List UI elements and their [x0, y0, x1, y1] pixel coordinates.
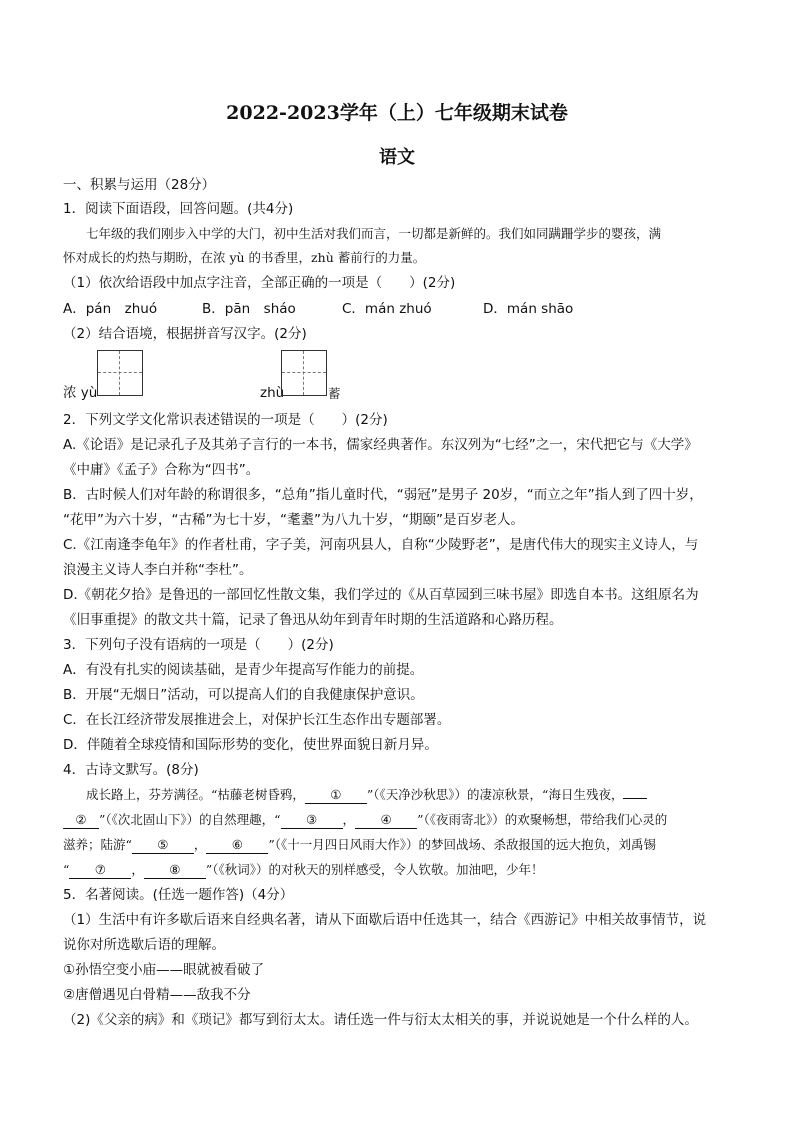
q3-option-b[interactable]: B．开展“无烟日”活动，可以提高人们的自我健康保护意识。: [63, 687, 424, 703]
blank-3[interactable]: ③: [281, 812, 343, 829]
q1-passage-line1: 七年级的我们刚步入中学的大门，初中生活对我们而言，一切都是新鲜的。我们如同蹒跚学步的婴孩，满: [86, 226, 662, 241]
q4-sep: ，: [193, 837, 207, 852]
blank-2-start[interactable]: [623, 798, 647, 799]
q4-text: ”（《秋词》）的对秋天的别样感受，令人钦敬。加油吧，少年！: [205, 862, 544, 877]
q2-option-c-line2: 浪漫主义诗人李白并称“李杜”。: [63, 562, 253, 578]
q3-option-c[interactable]: C．在长江经济带发展推进会上，对保护长江生态作出专题部署。: [63, 712, 451, 728]
q1-box2-label-pre: zhù: [260, 385, 285, 401]
q1-option-b[interactable]: B．pān sháo: [202, 301, 296, 317]
writing-box-yu[interactable]: [97, 350, 143, 396]
exam-title: 2022-2023学年（上）七年级期末试卷: [226, 102, 568, 124]
blank-2[interactable]: ②: [63, 812, 99, 829]
q1-option-c[interactable]: C．mán zhuó: [342, 301, 432, 317]
q4-text: ”（《次北固山下》）的自然理趣，“: [99, 812, 281, 827]
q3-option-a[interactable]: A．有没有扎实的阅读基础，是青少年提高写作能力的前提。: [63, 662, 424, 678]
writing-box-zhu[interactable]: [281, 350, 327, 396]
q4-line4: [63, 861, 544, 879]
q4-text: 成长路上，芬芳满径。“枯藤老树昏鸦，: [86, 787, 305, 802]
q2-option-d-line1[interactable]: D.《朝花夕拾》是鲁迅的一部回忆性散文集，我们学过的《从百草园到三味书屋》即选自本书。这组原名为: [63, 587, 699, 603]
q4-sep: ，: [131, 862, 144, 877]
section-heading: 一、积累与运用（28分）: [63, 177, 216, 193]
q3-stem: 3．下列句子没有语病的一项是（ ）(2分): [63, 637, 334, 653]
q4-text: “: [63, 862, 70, 877]
q1-box1-label: 浓 yù: [63, 385, 98, 401]
q4-text: ”（《十一月四日风雨大作》）的梦回战场、杀敌报国的远大抱负，刘禹锡: [268, 837, 657, 852]
q1-passage-line2: 怀对成长的灼热与期盼，在浓 yù 的书香里，zhù 蓄前行的力量。: [63, 250, 426, 265]
q4-text: ”（《夜雨寄北》）的欢聚畅想，带给我们心灵的: [417, 812, 668, 827]
q4-text: 滋养；陆游“: [63, 837, 132, 852]
subject-title: 语文: [379, 147, 415, 168]
q1-sub2: （2）结合语境，根据拼音写汉字。(2分): [63, 326, 307, 342]
q5-stem: 5．名著阅读。(任选一题作答)（4分）: [63, 887, 294, 903]
q1-option-a[interactable]: A．pán zhuó: [63, 301, 158, 317]
q2-option-c-line1[interactable]: C.《江南逢李龟年》的作者杜甫，字子美，河南巩县人，自称“少陵野老”，是唐代伟大的现实主义诗人，与: [63, 537, 699, 553]
q5-item-1[interactable]: ①孙悟空变小庙——眼就被看破了: [63, 962, 265, 978]
q2-option-a-line1[interactable]: A.《论语》是记录孔子及其弟子言行的一本书，儒家经典著作。东汉列为“七经”之一，宋代把它与《大学》: [63, 437, 698, 453]
q5-sub2: （2)《父亲的病》和《琐记》都写到衍太太。请任选一件与衍太太相关的事，并说说她是一个什么样的人。: [63, 1012, 698, 1028]
blank-8[interactable]: ⑧: [144, 862, 206, 879]
blank-4[interactable]: ④: [355, 812, 417, 829]
q5-sub1-line1: （1）生活中有许多歇后语来自经典名著，请从下面歇后语中任选其一，结合《西游记》中相关故事情节，说: [63, 912, 707, 928]
blank-5[interactable]: ⑤: [132, 837, 194, 854]
blank-1[interactable]: ①: [305, 787, 367, 804]
blank-6[interactable]: ⑥: [206, 837, 268, 854]
q1-option-d[interactable]: D．mán shāo: [483, 301, 574, 317]
q2-stem: 2．下列文学文化常识表述错误的一项是（ ）(2分): [63, 412, 388, 428]
q4-line3: [63, 836, 656, 854]
q4-text: ”（《天净沙秋思》）的凄凉秋景，“海日生残夜，: [366, 787, 624, 802]
q2-option-b-line2: “花甲”为六十岁，“古稀”为七十岁，“耄耋”为八九十岁，“期颐”是百岁老人。: [63, 512, 524, 528]
q2-option-a-line2: 《中庸》《孟子》合称为“四书”。: [63, 462, 260, 478]
q4-line1: [86, 786, 647, 804]
q1-sub1: （1）依次给语段中加点字注音，全部正确的一项是（ ）(2分): [63, 275, 456, 291]
q1-stem: 1．阅读下面语段，回答问题。(共4分): [63, 201, 294, 217]
q5-sub1-line2: 说你对所选歇后语的理解。: [63, 937, 225, 953]
q1-box2-label-post: 蓄: [328, 386, 341, 401]
blank-7[interactable]: ⑦: [69, 862, 131, 879]
q4-stem: 4．古诗文默写。(8分): [63, 762, 199, 778]
q5-item-2[interactable]: ②唐僧遇见白骨精——敌我不分: [63, 987, 251, 1003]
q2-option-b-line1[interactable]: B．古时候人们对年龄的称谓很多，“总角”指儿童时代，“弱冠”是男子 20岁，“而立之年”指人到了四十岁，: [63, 487, 703, 503]
q3-option-d[interactable]: D．伴随着全球疫情和国际形势的变化，使世界面貌日新月异。: [63, 737, 438, 753]
q4-line2: [63, 811, 667, 829]
q4-sep: ，: [342, 812, 356, 827]
q2-option-d-line2: 《旧事重提》的散文共十篇，记录了鲁迅从幼年到青年时期的生活道路和心路历程。: [63, 612, 563, 628]
